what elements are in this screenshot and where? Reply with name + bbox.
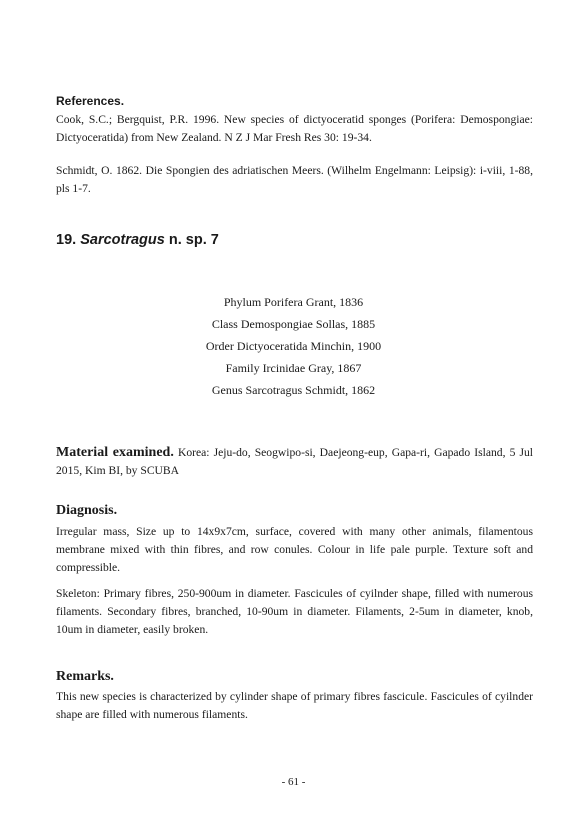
references-heading: References. [56,94,125,108]
remarks-text: This new species is characterized by cylinder shape of primary fibres fascicule. Fascicules of cyilnder shape are filled with numerous filaments. [56,690,533,721]
species-genus: Sarcotragus [80,232,165,248]
diagnosis-paragraph-2: Skeleton: Primary fibres, 250-900um in diameter. Fascicules of cyilnder shape, filled with numerous filaments. Secondary fibres, branched, 10-90um in diameter. Filaments, 2-5um in diameter, knob, 10um in diameter, easily broken. [56,587,533,636]
material-examined-text: Korea: Jeju-do, Seogwipo-si, Daejeong-eup, Gapa-ri, Gapado Island, 5 Jul 2015, Kim BI, by SCUBA [56,446,534,477]
reference-entry-cook: Cook, S.C.; Bergquist, P.R. 1996. New species of dictyoceratid sponges (Porifera: Demospongiae: Dictyoceratida) from New Zealand. N Z J Mar Fresh Res 30: 19-34. [56,113,533,144]
taxon-class: Class Demospongiae Sollas, 1885 [211,317,376,331]
taxon-genus: Genus Sarcotragus Schmidt, 1862 [211,383,376,397]
diagnosis-paragraph-1: Irregular mass, Size up to 14x9x7cm, surface, covered with many other animals, filamentous membrane mixed with thin fibres, and row conules. Colour in life pale purple. Texture soft and compressible. [56,525,533,574]
taxon-order: Order Dictyoceratida Minchin, 1900 [205,339,382,353]
taxon-phylum: Phylum Porifera Grant, 1836 [223,295,364,309]
remarks-heading: Remarks. [56,669,114,684]
species-suffix: n. sp. 7 [168,232,219,248]
reference-entry-schmidt: Schmidt, O. 1862. Die Spongien des adriatischen Meers. (Wilhelm Engelmann: Leipsig): i-viii, 1-88, pls 1-7. [56,164,533,195]
diagnosis-heading: Diagnosis. [56,503,118,518]
page-number: - 61 - [281,776,306,788]
species-title [56,232,533,248]
material-examined-label: Material examined. [56,445,174,460]
taxon-family: Family Ircinidae Gray, 1867 [225,361,362,375]
species-number: 19. [56,232,77,248]
material-examined [56,444,533,480]
